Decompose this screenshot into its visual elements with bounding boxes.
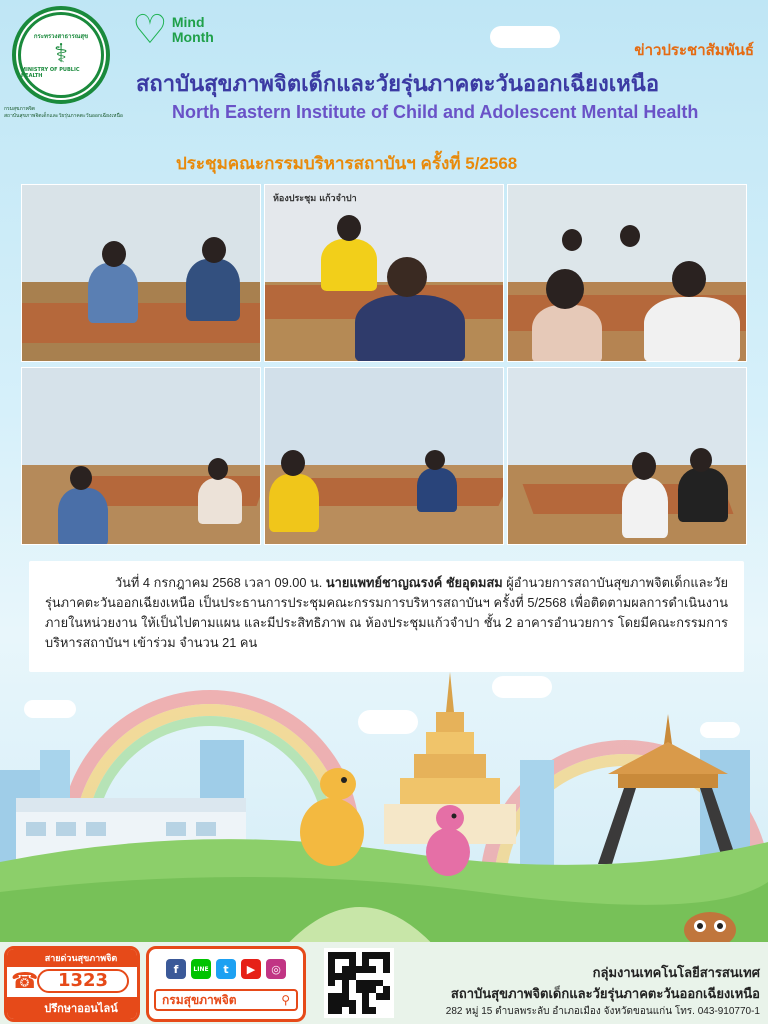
room-sign: ห้องประชุม แก้วจำปา	[273, 194, 357, 204]
meeting-title: ประชุมคณะกรรมบริหารสถาบันฯ ครั้งที่ 5/2568	[176, 154, 518, 173]
meeting-photo-5	[264, 367, 504, 545]
logo-caption-line1: กรมสุขภาพจิต	[4, 106, 36, 112]
description-director-name: นายแพทย์ชาญณรงค์ ชัยอุดมสม	[325, 575, 503, 590]
youtube-icon[interactable]: ▶	[241, 959, 261, 979]
social-card	[146, 946, 306, 1022]
social-search-text: กรมสุขภาพจิต	[162, 992, 237, 1007]
hotline-top-label: สายด่วนสุขภาพจิต	[7, 949, 137, 967]
hotline-card	[4, 946, 140, 1022]
logo-caption	[4, 106, 144, 119]
mind-month-logo	[132, 7, 214, 53]
facebook-icon[interactable]: f	[166, 959, 186, 979]
institute-name-thai: สถาบันสุขภาพจิตเด็กและวัยรุ่นภาคตะวันออกเฉียงเหนือ	[136, 71, 660, 96]
dinosaur-yellow	[292, 762, 372, 872]
meeting-photo-1	[21, 184, 261, 362]
contact-department: กลุ่มงานเทคโนโลยีสารสนเทศ	[592, 965, 760, 980]
news-description	[29, 561, 744, 672]
contact-info	[446, 962, 760, 1019]
moph-logo-bottom-text: MINISTRY OF PUBLIC HEALTH	[21, 67, 80, 79]
instagram-icon[interactable]: ◎	[266, 959, 286, 979]
moph-logo	[12, 6, 110, 104]
meeting-photo-6	[507, 367, 747, 545]
moph-logo-top-text: กระทรวงสาธารณสุข	[33, 33, 89, 40]
contact-institute: สถาบันสุขภาพจิตเด็กและวัยรุ่นภาคตะวันออกเฉียงเหนือ	[450, 986, 760, 1001]
logo-caption-line2: สถาบันสุขภาพจิตเด็กและวัยรุ่นภาคตะวันออกเฉียงเหนือ	[4, 112, 123, 119]
qr-code[interactable]	[324, 948, 394, 1018]
caduceus-icon: ⚕	[53, 39, 69, 69]
description-part2: ผู้อำนวยการสถาบันสุขภาพจิตเด็กและวัยรุ่นภาคตะวันออกเฉียงเหนือ เป็นประธานการประชุมคณะกรรมการบริหารสถาบันฯ ครั้งที่ 5/2568 เพื่อติดตามผลการดำเนินงานภายในหน่วยงาน ให้เป็นไปตามแผน และมีประสิทธิภาพ ณ ห้องประชุมแก้วจำปา ชั้น 2 อาคารอำนวยการ โดยมีคณะกรรมการบริหารสถาบันฯ เข้าร่วม จำนวน 21 คน	[45, 575, 728, 650]
dinosaur-pink	[420, 800, 476, 880]
line-icon[interactable]: LINE	[191, 959, 211, 979]
meeting-photo-2	[264, 184, 504, 362]
cloud	[24, 700, 76, 718]
twitter-icon[interactable]: t	[216, 959, 236, 979]
search-icon: ⚲	[281, 993, 290, 1007]
mind-logo-line1: Mind	[171, 14, 205, 31]
grass-ground	[0, 822, 768, 952]
hotline-number: 1323	[37, 969, 129, 993]
news-label: ข่าวประชาสัมพันธ์	[634, 41, 754, 59]
phone-icon: ☎	[11, 969, 39, 994]
cloud	[490, 26, 560, 48]
mind-logo-line2: Month	[171, 29, 214, 45]
social-search-bar[interactable]	[154, 989, 298, 1011]
institute-name-english: North Eastern Institute of Child and Adolescent Mental Health	[172, 102, 699, 122]
meeting-photo-3	[507, 184, 747, 362]
contact-address: 282 หมู่ 15 ตำบลพระลับ อำเภอเมือง จังหวัดขอนแก่น โทร. 043-910770-1	[445, 1006, 760, 1017]
hotline-bottom-label: ปรึกษาออนไลน์	[7, 997, 137, 1019]
meeting-photo-4	[21, 367, 261, 545]
ribbon-heart-icon: ♡	[132, 7, 168, 53]
description-part1: วันที่ 4 กรกฎาคม 2568 เวลา 09.00 น.	[115, 575, 326, 590]
